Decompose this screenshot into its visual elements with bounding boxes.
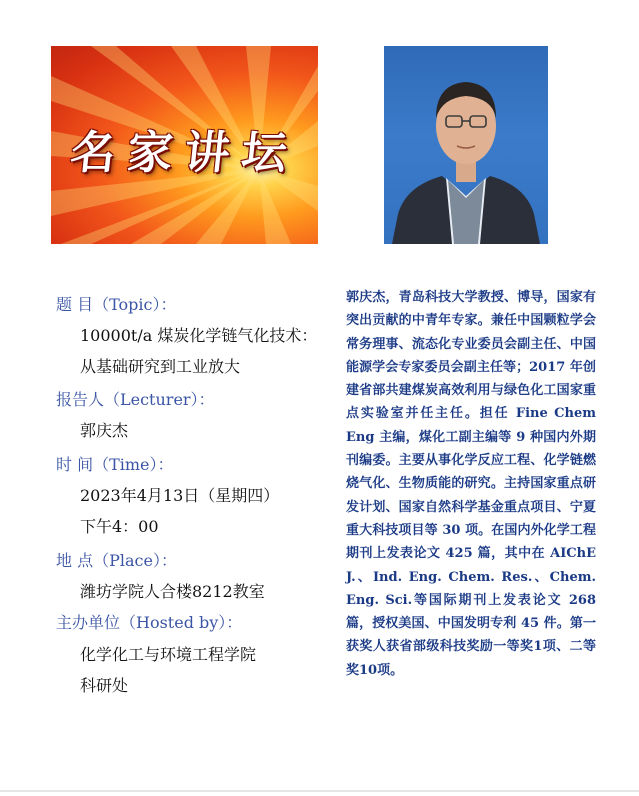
topic-line-2: 从基础研究到工业放大	[80, 357, 241, 376]
lecturer-portrait	[384, 46, 548, 244]
time-date: 2023年4月13日（星期四）	[80, 486, 280, 505]
host-line-1: 化学化工与环境工程学院	[80, 645, 257, 664]
time-label: 时 间（Time）：	[56, 455, 174, 474]
topic-label: 题 目（Topic）：	[56, 295, 177, 314]
banner-title: 名家讲坛	[67, 126, 302, 179]
place-value: 潍坊学院人合楼8212教室	[80, 582, 265, 601]
lecturer-name: 郭庆杰	[80, 421, 129, 440]
lecturer-photo	[384, 46, 548, 244]
host-line-2: 科研处	[80, 676, 129, 695]
bottom-divider	[0, 790, 639, 792]
lecturer-label: 报告人（Lecturer）：	[56, 390, 215, 409]
time-hour: 下午4：00	[80, 517, 159, 536]
lecturer-bio: 郭庆杰，青岛科技大学教授、博导，国家有突出贡献的中青年专家。兼任中国颗粒学会常务理事、流态化专业委员会副主任、中国能源学会专家委员会副主任等；2017 年创建省部共建煤炭高效利用与绿色化工国家重点实验室并任主任。担任 Fine Chem Eng 主编，煤化工副主编等 9 种国内外期刊编委。主要从事化学反应工程、化学链燃烧气化、生物质能的研究。主持国家重点研发计划、国家自然科学基金重点项目、宁夏重大科技项目等 30 项。在国内外化学工程期刊上发表论文 425 篇，其中在 AIChE J.、Ind. Eng. Chem. Res.、Chem. Eng. Sci.等国际期刊上发表论文 268 篇，授权美国、中国发明专利 45 件。第一获奖人获省部级科技奖励一等奖1项、二等奖10项。	[346, 290, 596, 678]
place-label: 地 点（Place）：	[56, 551, 177, 570]
host-label: 主办单位（Hosted by）：	[56, 613, 243, 632]
lecture-banner	[51, 46, 318, 244]
topic-line-1: 10000t/a 煤炭化学链气化技术：	[80, 326, 318, 345]
